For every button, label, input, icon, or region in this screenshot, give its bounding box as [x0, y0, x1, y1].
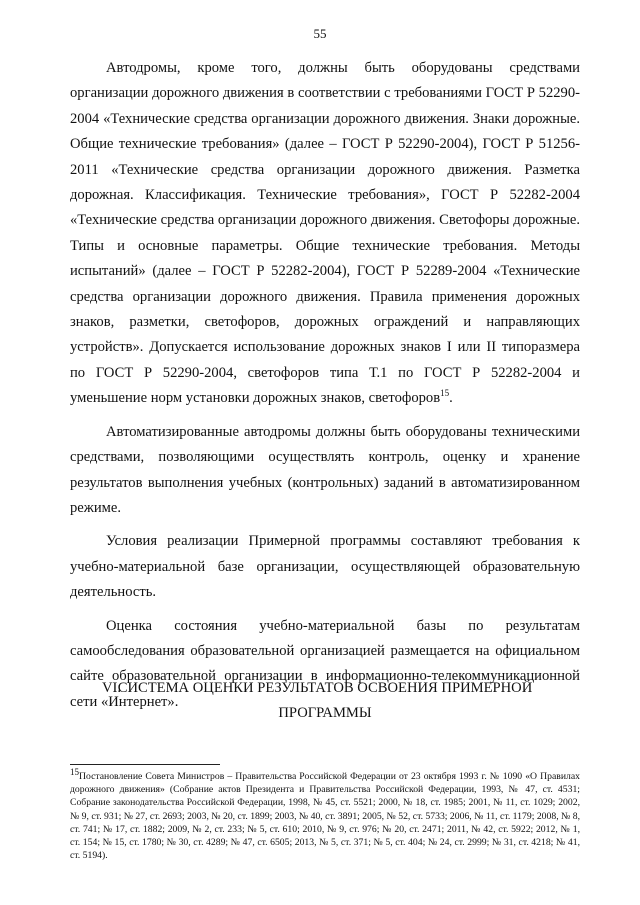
section-title-line2: ПРОГРАММЫ: [278, 705, 372, 722]
footnote: [70, 766, 580, 862]
section-heading: [70, 676, 580, 727]
footnote-reference[interactable]: 15: [440, 388, 450, 399]
page-number: 55: [313, 26, 327, 41]
paragraph-autodromes-equipment: [70, 56, 580, 412]
paragraph-material-base-assessment: Оценка состояния учебно-материальной базы по результатам самообследования образовательной организацией размещается на официальном сайте образовательной организации в информационно-телекоммуникационной сети «Интернет».: [70, 617, 580, 710]
paragraph-automated-autodromes: Автоматизированные автодромы должны быть оборудованы техническими средствами, позволяющими осуществлять контроль, оценку и хранение результатов выполнения учебных (контрольных) заданий в автоматизированном режиме.: [70, 423, 580, 516]
section-number: VI.: [102, 680, 122, 696]
paragraph-end: .: [449, 390, 453, 407]
footnote-text: Постановление Совета Министров – Правительства Российской Федерации от 23 октября 1993 г. № 1090 «О Правилах дорожного движения» (Собрание актов Президента и Правительства Российской Федерации, 1993, № 47, ст. 4531; Собрание законодательства Российской Федерации, 1998, № 45, ст. 5521; 2000, № 18, ст. 1985; 2001, № 11, ст. 1029; 2002, № 9, ст. 931; № 27, ст. 2693; 2003, № 20, ст. 1899; 2003, № 40, ст. 3891; 2005, № 52, ст. 5733; 2006, № 11, ст. 1179; 2008, № 8, ст. 741; № 17, ст. 1882; 2009, № 2, ст. 233; № 5, ст. 610; 2010, № 9, ст. 976; № 20, ст. 2471; 2011, № 42, ст. 5922; 2012, № 1, ст. 154; № 15, ст. 1780; № 30, ст. 4289; № 47, ст. 6505; 2013, № 5, ст. 371; № 5, ст. 404; № 24, ст. 2999; № 31, ст. 4218; № 41, ст. 5194).: [70, 771, 580, 862]
footnote-divider: [70, 764, 220, 765]
section-title-line1: СИСТЕМА ОЦЕНКИ РЕЗУЛЬТАТОВ ОСВОЕНИЯ ПРИМЕРНОЙ: [117, 680, 533, 696]
body-text: [70, 56, 580, 715]
footnote-marker: 15: [70, 766, 79, 777]
paragraph-text: Автодромы, кроме того, должны быть оборудованы средствами организации дорожного движения в соответствии с требованиями ГОСТ Р 52290-2004 «Технические средства организации дорожного движения. Знаки дорожные. Общие технические требования» (далее – ГОСТ Р 52290-2004), ГОСТ Р 51256-2011 «Технические средства организации дорожного движения. Разметка дорожная. Классификация. Технические требования», ГОСТ Р 52282-2004 «Технические средства организации дорожного движения. Светофоры дорожные. Типы и основные параметры. Общие технические требования. Методы испытаний» (далее – ГОСТ Р 52282-2004), ГОСТ Р 52289-2004 «Технические средства организации дорожного движения. Правила применения дорожных знаков, разметки, светофоров, дорожных ограждений и направляющих устройств». Допускается использование дорожных знаков I или II типоразмера по ГОСТ Р 52290-2004, светофоров типа Т.1 по ГОСТ Р 52282-2004 и уменьшение норм установки дорожных знаков, светофоров: [70, 60, 580, 407]
paragraph-implementation-conditions: Условия реализации Примерной программы составляют требования к учебно-материальной базе организации, осуществляющей образовательную деятельность.: [70, 533, 580, 601]
